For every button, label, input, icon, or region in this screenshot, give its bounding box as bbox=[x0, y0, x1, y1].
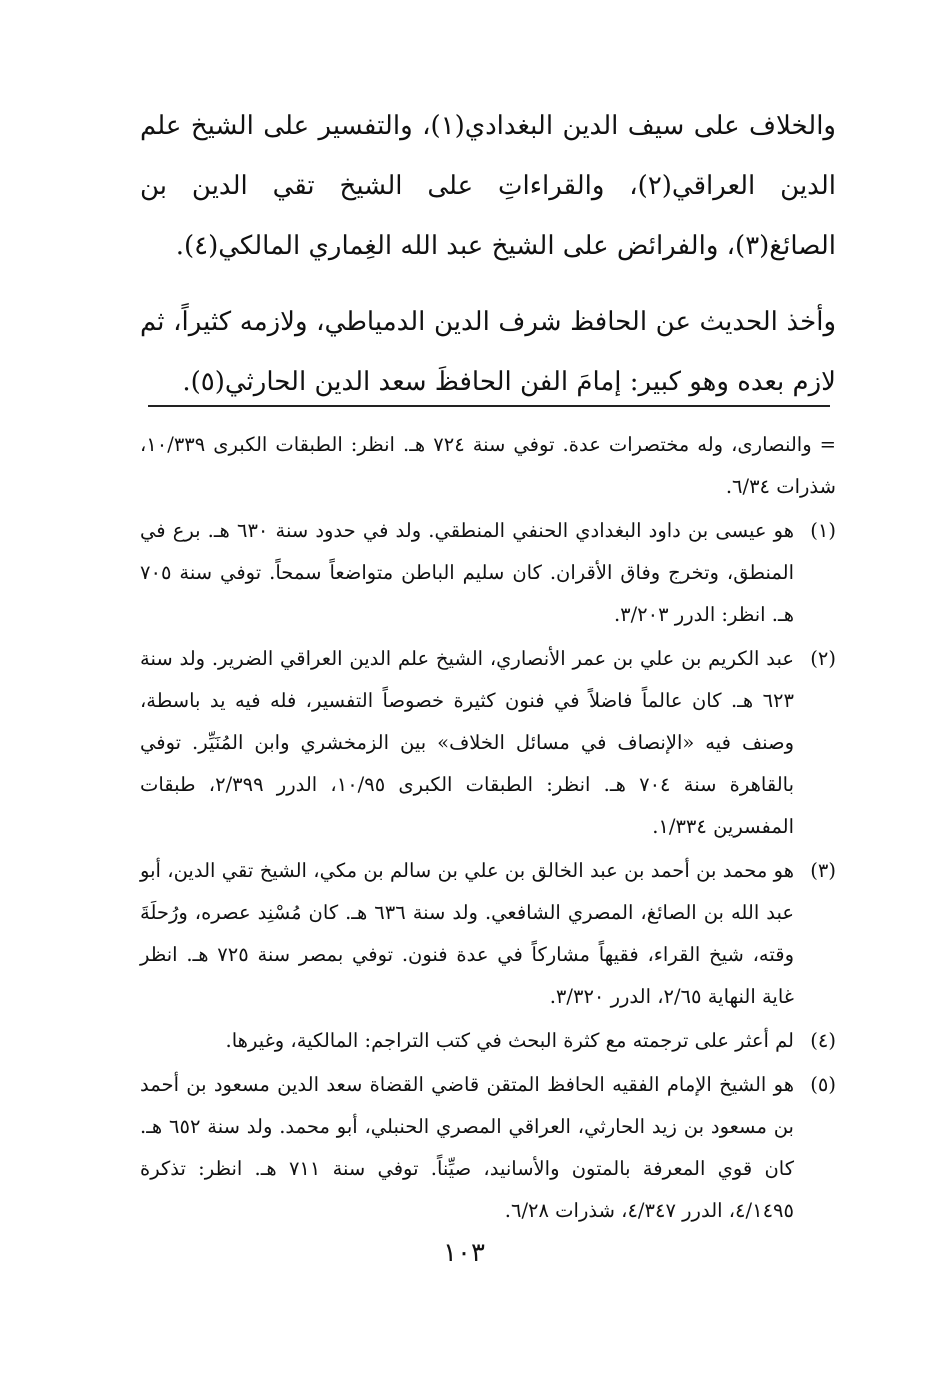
page-number: ١٠٣ bbox=[443, 1238, 485, 1268]
footnote-4 bbox=[140, 1020, 836, 1062]
footnote-number: (٤) bbox=[810, 1029, 836, 1052]
footnote-number: (١) bbox=[810, 519, 836, 542]
footnote-continuation-text: = والنصارى، وله مختصرات عدة. توفي سنة ٧٢٤ هـ. انظر: الطبقات الكبرى ١٠/٣٣٩، شذرات ٦/٣٤. bbox=[140, 433, 836, 498]
footnote-text: لم أعثر على ترجمته مع كثرة البحث في كتب التراجم: المالكية، وغيرها. bbox=[225, 1029, 794, 1052]
footnote-1 bbox=[140, 510, 836, 636]
footnote-text: هو الشيخ الإمام الفقيه الحافظ المتقن قاضي القضاة سعد الدين مسعود بن أحمد بن مسعود بن زيد الحارثي، العراقي المصري الحنبلي، أبو محمد. ولد سنة ٦٥٢ هـ. كان قوي المعرفة بالمتون والأسانيد، صيِّناً. توفي سنة ٧١١ هـ. انظر: تذكرة ٤/١٤٩٥، الدرر ٤/٣٤٧، شذرات ٦/٢٨. bbox=[140, 1073, 794, 1222]
footnote-text: هو محمد بن أحمد بن عبد الخالق بن علي بن سالم بن مكي، الشيخ تقي الدين، أبو عبد الله بن الصائغ، المصري الشافعي. ولد سنة ٦٣٦ هـ. كان مُسْنِد عصره، ورُحلَةَ وقته، شيخ القراء، فقيهاً مشاركاً في عدة فنون. توفي بمصر سنة ٧٢٥ هـ. انظر غاية النهاية ٢/٦٥، الدرر ٣/٣٢٠. bbox=[140, 859, 794, 1008]
footnote-number: (٣) bbox=[810, 859, 836, 882]
footnote-number: (٥) bbox=[810, 1073, 836, 1096]
footnote-separator bbox=[148, 405, 830, 407]
footnote-text: عبد الكريم بن علي بن عمر الأنصاري، الشيخ علم الدين العراقي الضرير. ولد سنة ٦٢٣ هـ. كان عالماً فاضلاً في فنون كثيرة خصوصاً التفسير، فله فيه يد باسطة، وصنف فيه «الإنصاف في مسائل الخلاف» بين الزمخشري وابن المُنَيِّر. توفي بالقاهرة سنة ٧٠٤ هـ. انظر: الطبقات الكبرى ١٠/٩٥، الدرر ٢/٣٩٩، طبقات المفسرين ١/٣٣٤. bbox=[140, 647, 795, 838]
footnote-3 bbox=[140, 850, 836, 1018]
footnotes bbox=[140, 424, 836, 1234]
body-paragraph-1: والخلاف على سيف الدين البغدادي(١)، والتفسير على الشيخ علم الدين العراقي(٢)، والقراءاتِ على الشيخ تقي الدين بن الصائغ(٣)، والفرائض على الشيخ عبد الله الغِماري المالكي(٤). bbox=[140, 111, 836, 261]
footnote-5 bbox=[140, 1064, 836, 1232]
footnote-2 bbox=[140, 638, 836, 848]
footnote-number: (٢) bbox=[810, 647, 836, 670]
footnote-text: هو عيسى بن داود البغدادي الحنفي المنطقي. ولد في حدود سنة ٦٣٠ هـ. برع في المنطق، وتخرج وفاق الأقران. كان سليم الباطن متواضعاً سمحاً. توفي سنة ٧٠٥ هـ. انظر: الدرر ٣/٢٠٣. bbox=[140, 519, 795, 626]
footnote-continuation bbox=[140, 424, 836, 508]
main-text bbox=[140, 96, 836, 428]
body-paragraph-2: وأخذ الحديث عن الحافظ شرف الدين الدمياطي، ولازمه كثيراً، ثم لازم بعده وهو كبير: إمامَ الفن الحافظَ سعد الدين الحارثي(٥). bbox=[140, 307, 836, 397]
